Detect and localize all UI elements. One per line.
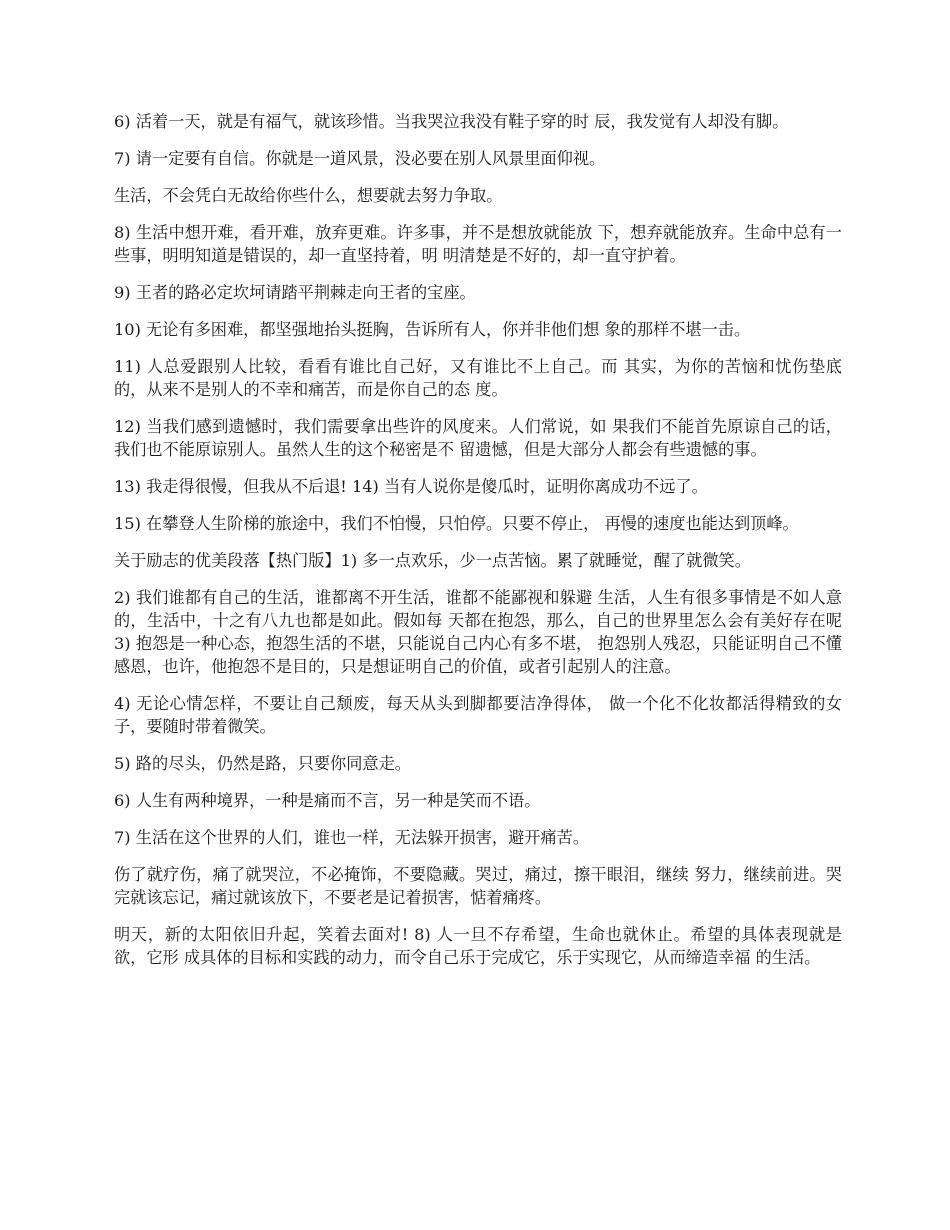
paragraph: 10) 无论有多困难，都坚强地抬头挺胸，告诉所有人，你并非他们想 象的那样不堪一击。 [114, 320, 751, 339]
paragraph: 4) 无论心情怎样，不要让自己颓废，每天从头到脚都要洁净得体， 做一个化不化妆都活得精致的女子，要随时带着微笑。 [114, 694, 842, 736]
paragraph: 15) 在攀登人生阶梯的旅途中，我们不怕慢，只怕停。只要不停止， 再慢的速度也能达到顶峰。 [114, 514, 799, 533]
paragraph: 关于励志的优美段落【热门版】1) 多一点欢乐，少一点苦恼。累了就睡觉，醒了就微笑。 [114, 551, 751, 570]
paragraph: 6) 人生有两种境界，一种是痛而不言，另一种是笑而不语。 [114, 791, 541, 810]
paragraph: 8) 生活中想开难，看开难，放弃更难。许多事，并不是想放就能放 下，想弃就能放弃。生命中总有一些事，明明知道是错误的，却一直坚持着，明 明清楚是不好的，却一直守护着。 [114, 223, 842, 265]
paragraph: 伤了就疗伤，痛了就哭泣，不必掩饰，不要隐藏。哭过，痛过，擦干眼泪，继续 努力，继续前进。哭完就该忘记，痛过就该放下，不要老是记着损害，惦着痛疼。 [114, 865, 842, 907]
paragraph: 6) 活着一天，就是有福气，就该珍惜。当我哭泣我没有鞋子穿的时 辰，我发觉有人却没有脚。 [114, 112, 789, 131]
paragraph: 2) 我们谁都有自己的生活，谁都离不开生活，谁都不能鄙视和躲避 生活，人生有很多事情是不如人意的，生活中，十之有八九也都是如此。假如每 天都在抱怨，那么，自己的世界里怎么会有美好存在呢 3) 抱怨是一种心态，抱怨生活的不堪，只能说自己内心有多不堪， 抱怨别人残忍，只能证明自己不懂感恩，也许，他抱怨不是目的，只是想证明自己的价值，或者引起别人的注意。 [114, 588, 842, 676]
paragraph: 7) 生活在这个世界的人们，谁也一样，无法躲开损害，避开痛苦。 [114, 828, 590, 847]
paragraph: 12) 当我们感到遗憾时，我们需要拿出些许的风度来。人们常说，如 果我们不能首先原谅自己的话，我们也不能原谅别人。虽然人生的这个秘密是不 留遗憾，但是大部分人都会有些遗憾的事。 [114, 417, 842, 459]
document-page [114, 110, 842, 983]
paragraph: 生活，不会凭白无故给你些什么，想要就去努力争取。 [114, 186, 503, 205]
paragraph: 明天，新的太阳依旧升起，笑着去面对! 8) 人一旦不存希望，生命也就休止。希望的具体表现就是欲，它形 成具体的目标和实践的动力，而令自己乐于完成它，乐于实现它，从而缔造幸福 的生活。 [114, 925, 842, 967]
paragraph: 9) 王者的路必定坎坷请踏平荆棘走向王者的宝座。 [114, 283, 476, 302]
paragraph: 13) 我走得很慢，但我从不后退! 14) 当有人说你是傻瓜时，证明你离成功不远了。 [114, 477, 708, 496]
paragraph: 5) 路的尽头，仍然是路，只要你同意走。 [114, 754, 411, 773]
paragraph: 11) 人总爱跟别人比较，看看有谁比自己好，又有谁比不上自己。而 其实，为你的苦恼和忧伤垫底的，从来不是别人的不幸和痛苦，而是你自己的态 度。 [114, 357, 842, 399]
paragraph: 7) 请一定要有自信。你就是一道风景，没必要在别人风景里面仰视。 [114, 149, 606, 168]
